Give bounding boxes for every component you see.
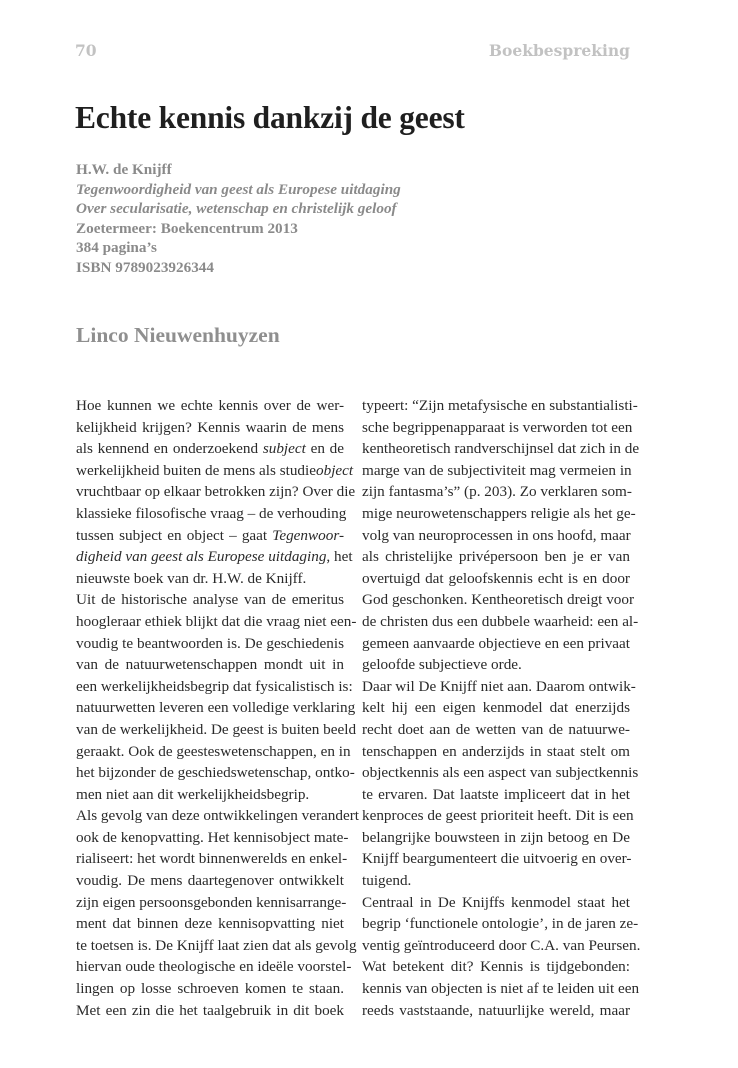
text-line: mige neurowetenschappers religie als het ge- [362, 504, 636, 522]
text-line: Uit de historische analyse van de emeritus [76, 591, 344, 609]
book-author: H.W. de Knijff [76, 161, 172, 178]
body-column-right [362, 395, 641, 1021]
text-line: typeert: “Zijn metafysische en substantialisti- [362, 397, 638, 414]
text-line: een werkelijkheidsbegrip dat fysicalistisch is: [76, 677, 353, 695]
text-line: voudig te beantwoorden is. De geschiedenis [76, 634, 344, 652]
text-line: zijn fantasma’s” (p. 203). Zo verklaren som- [362, 483, 632, 501]
text-line: men niet aan dit werkelijkheidsbegrip. [76, 785, 310, 803]
text-line: kennis van objecten is niet af te leiden uit een [362, 980, 640, 998]
text-line: zijn eigen persoonsgebonden kennisarrange- [76, 893, 347, 911]
text-line: werkelijkheid buiten de mens als studieobject [76, 461, 354, 479]
text-line: geraakt. Ook de geesteswetenschappen, en in [76, 742, 351, 760]
text-line: volg van neuroprocessen in ons hoofd, maar [362, 526, 631, 544]
text-line: lingen op losse schroeven komen te staan. [76, 980, 344, 998]
text-line: gemeen aanvaarde objectieve en een privaat [362, 634, 630, 652]
book-title: Tegenwoordigheid van geest als Europese uitdaging [76, 180, 401, 198]
book-pages: 384 pagina’s [76, 239, 157, 256]
text-line: kelt hij een eigen kenmodel dat enerzijds [362, 699, 630, 717]
text-line: de christen dus een dubbele waarheid: een al- [362, 612, 639, 630]
reviewer-name: Linco Nieuwenhuyzen [76, 323, 280, 347]
text-line: Hoe kunnen we echte kennis over de wer- [76, 397, 344, 414]
text-line: ment dat binnen deze kennisopvatting niet [76, 915, 344, 933]
text-line: klassieke filosofische vraag – de verhouding [76, 504, 347, 522]
text-line: marge van de subjectiviteit mag vermeien in [362, 461, 632, 479]
text-line: reeds vaststaande, natuurlijke wereld, maar [362, 1001, 630, 1019]
text-line: het bijzonder de geschiedswetenschap, ontko- [76, 764, 355, 782]
book-isbn: ISBN 9789023926344 [76, 258, 214, 276]
text-line: hoogleraar ethiek blijkt dat die vraag niet een- [76, 612, 357, 630]
text-line: kelijkheid krijgen? Kennis waarin de mens [76, 418, 344, 436]
text-line: Centraal in De Knijffs kenmodel staat het [362, 893, 630, 911]
text-line: ook de kenopvatting. Het kennisobject mate- [76, 828, 349, 846]
page-number: 70 [75, 41, 97, 60]
text-line: God geschonken. Kentheoretisch dreigt voor [362, 591, 635, 609]
text-line: te ervaren. Dat laatste impliceert dat in het [362, 785, 630, 803]
running-head [75, 41, 630, 63]
text-line: Als gevolg van deze ontwikkelingen verandert [76, 807, 359, 825]
book-subtitle: Over secularisatie, wetenschap en christelijk geloof [76, 200, 397, 217]
text-line: rialiseert: het wordt binnenwerelds en enkel- [76, 850, 348, 868]
text-line: Met een zin die het taalgebruik in dit boek [76, 1001, 344, 1019]
text-line: overtuigd dat geloofskennis echt is en door [362, 569, 630, 587]
text-line: ventig geïntroduceerd door C.A. van Peursen. [362, 936, 641, 954]
text-line: te toetsen is. De Knijff laat zien dat als gevolg [76, 936, 357, 954]
text-line: begrip ‘functionele ontologie’, in de jaren ze- [362, 915, 639, 933]
text-line: tussen subject en object – gaat Tegenwoor- [76, 526, 344, 544]
text-line: als christelijke privépersoon ben je er van [362, 548, 630, 566]
book-publisher: Zoetermeer: Boekencentrum 2013 [76, 219, 298, 237]
text-line: belangrijke bouwsteen in zijn betoog en De [362, 828, 630, 846]
text-line: als kennend en onderzoekend subject en de [76, 440, 344, 458]
text-line: digheid van geest als Europese uitdaging, het [76, 548, 353, 566]
text-line: nieuwste boek van dr. H.W. de Knijff. [76, 569, 307, 587]
text-line: tuigend. [362, 872, 412, 890]
text-line: recht doet aan de wetten van de natuurwe- [362, 720, 630, 738]
text-line: objectkennis als een aspect van subjectkennis [362, 764, 639, 782]
text-line: kentheoretisch randverschijnsel dat zich in de [362, 440, 640, 458]
text-line: hiervan oude theologische en ideële voorstel- [76, 958, 352, 976]
text-line: van de werkelijkheid. De geest is buiten beeld [76, 720, 357, 738]
body-column-left [76, 395, 359, 1021]
text-line: Wat betekent dit? Kennis is tijdgebonden: [362, 958, 630, 976]
text-line: tenschappen en anderzijds in staat stelt om [362, 742, 630, 760]
text-line: natuurwetten leveren een volledige verklaring [76, 699, 356, 717]
text-line: voudig. De mens daartegenover ontwikkelt [76, 872, 344, 890]
text-line: sche begrippenapparaat is verworden tot een [362, 418, 633, 436]
text-line: kenproces de geest prioriteit heeft. Dit is een [362, 807, 634, 825]
text-line: geloofde subjectieve orde. [362, 656, 522, 674]
text-line: vruchtbaar op elkaar betrokken zijn? Over die [76, 483, 356, 501]
text-line: van de natuurwetenschappen mondt uit in [76, 656, 344, 674]
text-line: Knijff beargumenteert die uitvoerig en over- [362, 850, 632, 868]
section-name: Boekbespreking [488, 41, 630, 60]
article-title: Echte kennis dankzij de geest [75, 100, 465, 135]
book-metadata [76, 160, 401, 277]
text-line: Daar wil De Knijff niet aan. Daarom ontwik- [362, 677, 636, 695]
